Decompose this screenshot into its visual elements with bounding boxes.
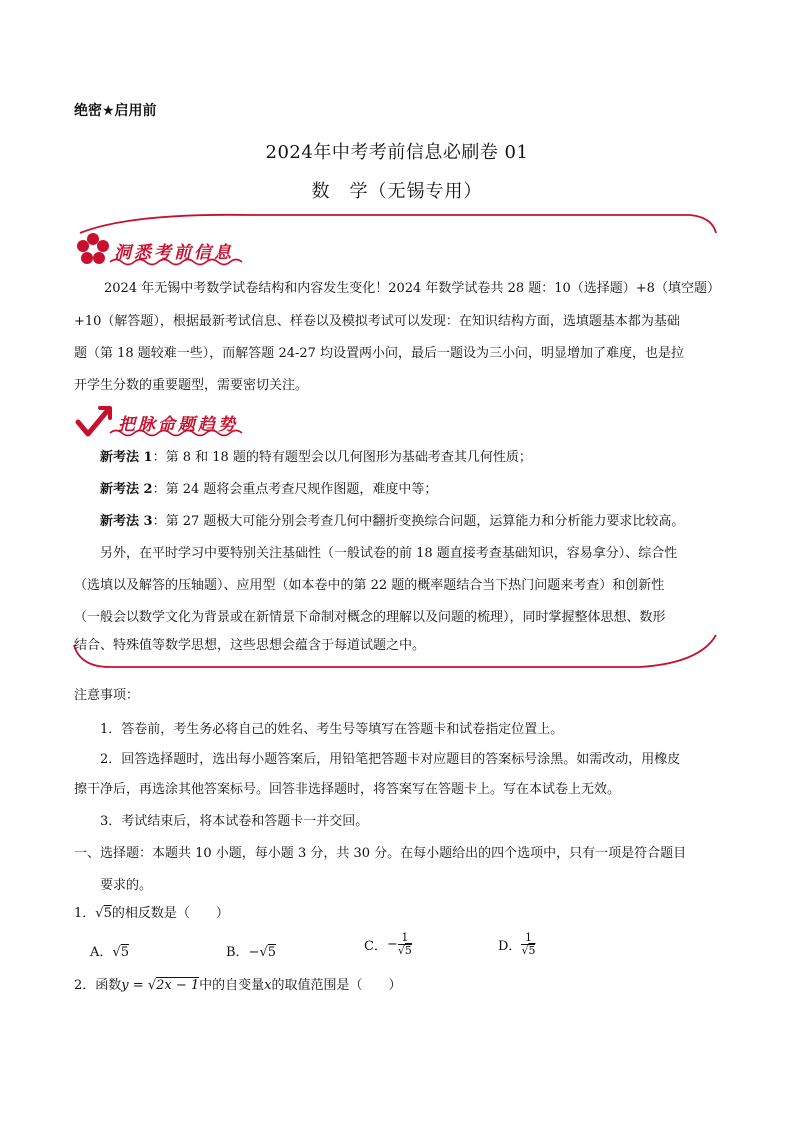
question-1-number: 1． xyxy=(74,906,96,921)
confidential-mark: 绝密★启用前 xyxy=(74,103,157,119)
question-2-radicand: 2x − 1 xyxy=(156,978,200,993)
q1-option-d-den-radicand: 5 xyxy=(528,944,536,957)
q1-option-c xyxy=(364,932,412,957)
q1-option-d-numerator: 1 xyxy=(521,932,535,945)
q1-option-c-den-radicand: 5 xyxy=(404,944,412,957)
sqrt-symbol: √ xyxy=(147,978,157,993)
sqrt-symbol: √ xyxy=(95,906,104,921)
part1-heading-b: 要求的。 xyxy=(100,878,153,893)
q1-option-a-radicand: 5 xyxy=(120,945,129,960)
trend-item-3 xyxy=(100,512,684,532)
q1-option-b-sign: − xyxy=(248,945,260,960)
trend-extra-1: 另外，在平时学习中要特别关注基础性（一般试卷的前 18 题直接考查基础知识，容易拿分）、综合性 xyxy=(100,546,678,561)
q1-option-b-radicand: 5 xyxy=(267,945,277,960)
trend-item-3-label: 新考法 3 xyxy=(100,514,153,529)
question-2-text-c: 的取值范围是（ ） xyxy=(271,978,402,993)
trend-item-2-text: ：第 24 题将会重点考查尺规作图题，难度中等； xyxy=(152,482,438,497)
q1-option-c-label: C． xyxy=(364,939,387,954)
trend-item-1-label: 新考法 1 xyxy=(100,450,153,465)
question-1-text: 的相反数是（ ） xyxy=(111,906,229,921)
trend-item-1 xyxy=(100,448,532,468)
question-1-stem xyxy=(74,904,229,924)
question-2-stem xyxy=(74,976,402,996)
question-2-func: y xyxy=(121,978,129,993)
q1-option-b-label: B． xyxy=(226,945,249,960)
trend-extra-4: 结合、特殊值等数学思想，这些思想会蕴含于每道试题之中。 xyxy=(74,638,426,653)
q1-option-a xyxy=(90,941,129,960)
trend-item-3-text: ：第 27 题极大可能分别会考查几何中翻折变换综合问题，运算能力和分析能力要求比较高。 xyxy=(152,514,685,529)
trend-item-2-label: 新考法 2 xyxy=(100,482,153,497)
section-banner-info: 洞悉考前信息 xyxy=(114,243,234,263)
question-2-text-a: 函数 xyxy=(95,978,122,993)
note-3: 3．考试结束后，将本试卷和答题卡一并交回。 xyxy=(100,814,369,829)
sqrt-symbol: √ xyxy=(259,945,268,960)
note-2b: 擦干净后，再选涂其他答案标号。回答非选择题时，将答案写在答题卡上。写在本试卷上无效。 xyxy=(74,782,621,797)
page-title: 2024年中考考前信息必刷卷 01 xyxy=(265,142,529,163)
q1-option-d-denominator: √5 xyxy=(521,944,536,957)
question-2-text-b: 中的自变量 xyxy=(199,978,265,993)
q1-option-c-fraction xyxy=(398,932,412,957)
page-subtitle: 数 学（无锡专用） xyxy=(311,181,483,202)
trend-arrow-icon xyxy=(74,404,112,440)
notes-heading: 注意事项： xyxy=(74,688,140,703)
trend-extra-2: （选填以及解答的压轴题）、应用型（如本卷中的第 22 题的概率题结合当下热门问题来考查）和创新性 xyxy=(74,578,665,593)
question-2-eq: = xyxy=(128,978,148,993)
trend-item-2 xyxy=(100,480,437,500)
question-1-radicand: 5 xyxy=(103,906,112,921)
info-line-2: +10（解答题），根据最新考试信息、样卷以及模拟考试可以发现：在知识结构方面，选填题基本都为基础 xyxy=(74,314,680,329)
flower-icon xyxy=(76,232,110,266)
q1-option-c-sign: − xyxy=(386,937,398,952)
q1-option-d-label: D． xyxy=(498,939,522,954)
info-line-4: 开学生分数的重要题型，需要密切关注。 xyxy=(74,378,309,393)
q1-option-a-label: A． xyxy=(90,945,113,960)
section-banner-trend: 把脉命题趋势 xyxy=(118,415,238,435)
q1-option-c-denominator: √5 xyxy=(397,944,412,957)
q1-option-d xyxy=(498,932,535,957)
info-line-1: 2024 年无锡中考数学试卷结构和内容发生变化！2024 年数学试卷共 28 题：10（选择题）+8（填空题） xyxy=(104,281,720,296)
q1-option-b xyxy=(226,941,276,960)
q1-option-d-fraction xyxy=(521,932,535,957)
trend-extra-3: （一般会以数学文化为背景或在新情景下命制对概念的理解以及问题的梳理），同时掌握整体思想、数形 xyxy=(74,610,666,625)
sqrt-symbol: √ xyxy=(112,945,121,960)
info-line-3: 题（第 18 题较难一些），而解答题 24-27 均设置两小问，最后一题设为三小问，明显增加了难度，也是拉 xyxy=(74,346,685,361)
trend-item-1-text: ：第 8 和 18 题的特有题型会以几何图形为基础考查其几何性质； xyxy=(152,450,532,465)
question-2-number: 2． xyxy=(74,978,96,993)
note-2a: 2．回答选择题时，选出每小题答案后，用铅笔把答题卡对应题目的答案标号涂黑。如需改动，用橡皮 xyxy=(100,752,681,767)
q1-option-c-numerator: 1 xyxy=(398,932,412,945)
question-2-var: x xyxy=(264,978,272,993)
note-1: 1．答卷前，考生务必将自己的姓名、考生号等填写在答题卡和试卷指定位置上。 xyxy=(100,722,564,737)
part1-heading-a: 一、选择题：本题共 10 小题，每小题 3 分，共 30 分。在每小题给出的四个选项中，只有一项是符合题目 xyxy=(74,846,687,861)
